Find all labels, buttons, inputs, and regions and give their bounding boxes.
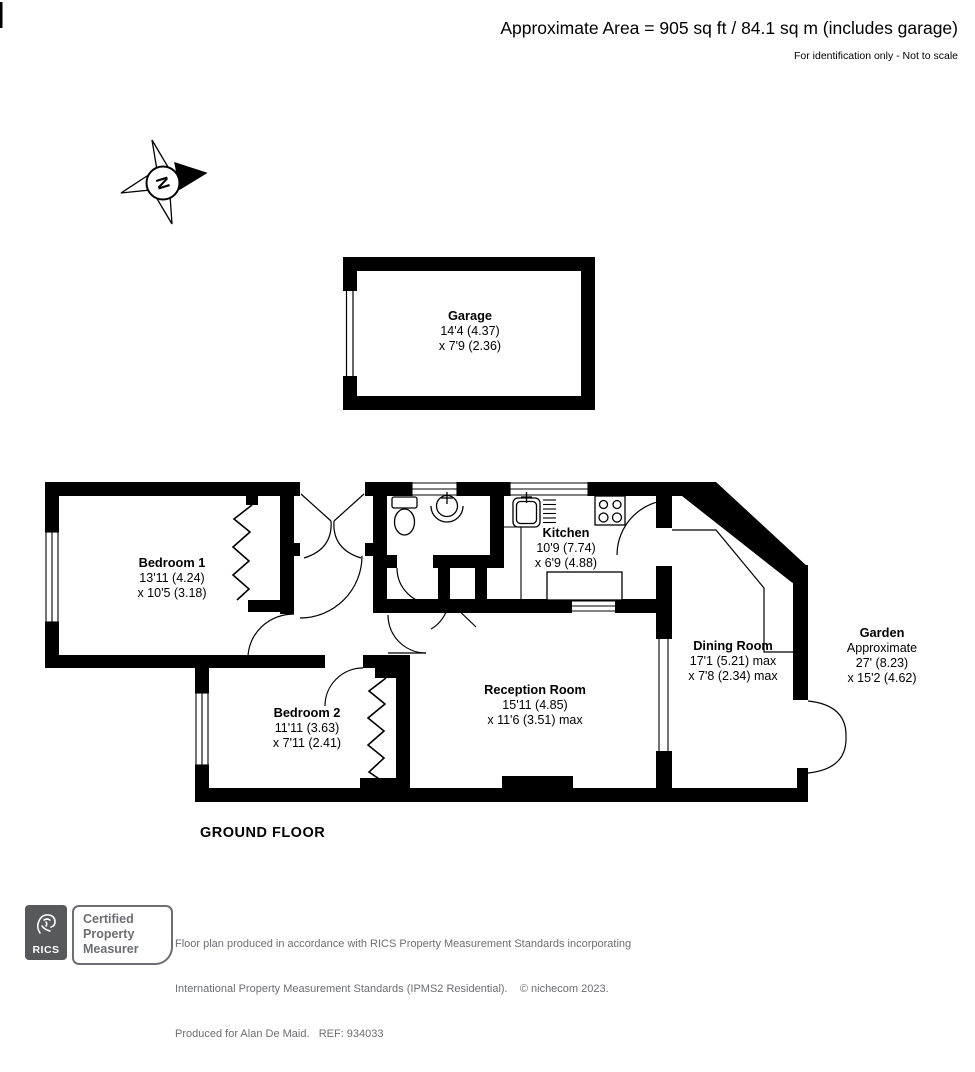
- svg-text:17'1 (5.21) max: 17'1 (5.21) max: [689, 654, 777, 668]
- nichecom-copyright: © nichecom 2023.: [519, 983, 609, 995]
- badge-line: Property: [83, 927, 135, 941]
- hob: [595, 496, 625, 525]
- svg-text:x 7'11 (2.41): x 7'11 (2.41): [272, 736, 342, 750]
- bedroom1-wardrobe: [233, 505, 252, 600]
- svg-text:x 6'9 (4.88): x 6'9 (4.88): [534, 556, 598, 570]
- french-doors: [808, 701, 846, 773]
- svg-text:13'11 (4.24): 13'11 (4.24): [139, 571, 205, 585]
- glazed-partition: [659, 639, 668, 751]
- diagonal-wall: [682, 482, 808, 594]
- svg-text:Bedroom 2: Bedroom 2: [273, 705, 341, 720]
- footer-line2-text: International Property Measurement Standards (IPMS2 Residential).: [175, 983, 520, 995]
- footer-line1: Floor plan produced in accordance with RICS Property Measurement Standards incorporating: [175, 938, 632, 950]
- svg-text:x 10'5 (3.18): x 10'5 (3.18): [137, 586, 207, 600]
- kitchen-sink: [513, 492, 556, 527]
- page-subtitle: For identification only - Not to scale: [794, 50, 958, 62]
- svg-text:Bedroom 1: Bedroom 1: [138, 555, 206, 570]
- svg-text:11'11 (3.63): 11'11 (3.63): [274, 721, 340, 735]
- compass-rose: [121, 140, 206, 224]
- svg-text:Garden: Garden: [859, 625, 905, 640]
- svg-text:Garage: Garage: [447, 308, 493, 323]
- kitchen-unit: [547, 572, 622, 600]
- bedroom1-label: [137, 555, 206, 600]
- svg-text:10'9 (7.74): 10'9 (7.74): [536, 541, 596, 555]
- inner-hall-door-arc: [300, 556, 362, 618]
- badge-line: Certified: [83, 912, 134, 926]
- garage-label: [439, 308, 501, 353]
- svg-text:x 7'9 (2.36): x 7'9 (2.36): [438, 339, 502, 353]
- svg-text:Reception Room: Reception Room: [484, 682, 586, 697]
- reception-door: [388, 615, 426, 653]
- wash-basin: [431, 492, 463, 522]
- footer-line2: [175, 982, 631, 997]
- certified-property-measurer-badge: [72, 905, 173, 965]
- svg-text:Dining Room: Dining Room: [693, 638, 773, 653]
- footer: [0, 898, 975, 1040]
- svg-text:15'11 (4.85): 15'11 (4.85): [502, 698, 568, 712]
- badge-line: Measurer: [83, 942, 139, 956]
- counter-edge: [504, 527, 521, 599]
- kitchen-window: [510, 482, 588, 496]
- edge-mark: [0, 2, 3, 28]
- rics-wordmark: RICS: [32, 944, 60, 956]
- garden-label: [847, 625, 917, 685]
- bedroom2-wardrobe: [368, 678, 386, 783]
- rics-logo: [25, 905, 67, 960]
- bedroom2-door-arc: [325, 668, 363, 706]
- bathroom-window: [412, 482, 457, 496]
- svg-text:27' (8.23): 27' (8.23): [855, 656, 909, 670]
- svg-text:Kitchen: Kitchen: [542, 525, 590, 540]
- compass-point-up: [152, 140, 168, 170]
- compass-n-letter: N: [151, 174, 174, 192]
- chimney-breast: [502, 776, 573, 788]
- toilet: [392, 497, 417, 535]
- footer-disclaimer: [175, 907, 631, 1072]
- svg-text:14'4 (4.37): 14'4 (4.37): [440, 324, 500, 338]
- kitchen-label: [535, 525, 597, 570]
- garage-door: [347, 291, 354, 376]
- bedroom1-door-arc: [248, 614, 294, 658]
- page-title: Approximate Area = 905 sq ft / 84.1 sq m (includes garage): [500, 18, 958, 38]
- dining-label: [688, 638, 778, 683]
- svg-text:x 7'8 (2.34) max: x 7'8 (2.34) max: [688, 669, 778, 683]
- ground-floor-label: GROUND FLOOR: [200, 825, 326, 841]
- entrance-double-doors: [301, 494, 364, 558]
- footer-line3: Produced for Alan De Maid. REF: 934033: [175, 1028, 384, 1040]
- svg-text:Approximate: Approximate: [846, 641, 918, 655]
- bedroom2-label: [273, 705, 341, 750]
- rics-lion-icon: [32, 909, 60, 939]
- bathroom-door-arc: [397, 568, 433, 604]
- svg-text:x 15'2 (4.62): x 15'2 (4.62): [847, 671, 917, 685]
- reception-label: [484, 682, 586, 727]
- svg-text:x 11'6 (3.51) max: x 11'6 (3.51) max: [487, 713, 583, 727]
